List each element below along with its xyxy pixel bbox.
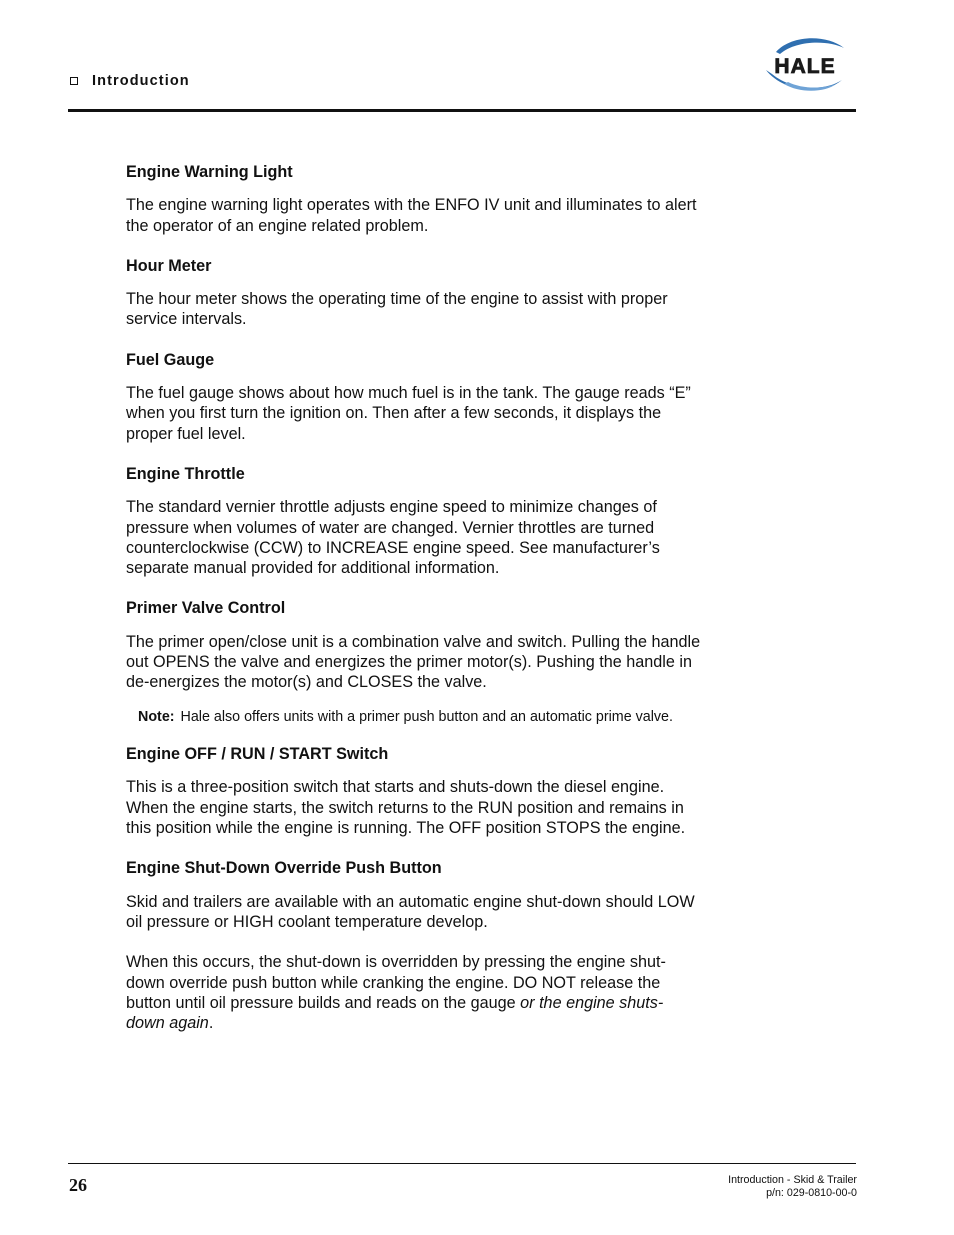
section-paragraph: The engine warning light operates with the ENFO IV unit and illuminates to alert the operator of an engine related problem. (126, 196, 697, 235)
header-rule (68, 109, 856, 112)
section-heading: Engine OFF / RUN / START Switch (126, 745, 389, 764)
section-paragraph: The primer open/close unit is a combination valve and switch. Pulling the handle out OPENS the valve and energizes the primer motor(s). Pushing the handle in de-energizes the motor(s) and CLOSES the valve. (126, 632, 701, 692)
section-heading: Engine Shut-Down Override Push Button (126, 859, 442, 878)
header-section-title: Introduction (92, 73, 190, 89)
footer-title: Introduction - Skid & Trailer (728, 1174, 857, 1186)
running-header (70, 73, 190, 89)
section-paragraph-final (126, 952, 701, 1033)
section-paragraph: Skid and trailers are available with an automatic engine shut-down should LOW oil pressure or HIGH coolant temperature develop. (126, 892, 695, 931)
section-heading: Hour Meter (126, 256, 212, 275)
section-paragraph: The fuel gauge shows about how much fuel is in the tank. The gauge reads “E” when you first turn the ignition on. Then after a few seconds, it displays the proper fuel level. (126, 384, 691, 443)
logo-swoosh-top (776, 38, 844, 54)
section-heading: Engine Throttle (126, 464, 245, 483)
logo-text: HALE (774, 55, 836, 78)
section-paragraph: This is a three-position switch that starts and shuts-down the diesel engine. When the engine starts, the switch returns to the RUN position and remains in this position while the engine is running. The OFF position STOPS the engine. (126, 778, 686, 838)
note-label: Note: (138, 708, 175, 725)
note-text: Hale also offers units with a primer push button and an automatic prime valve. (180, 708, 673, 725)
checkbox-bullet-icon (70, 77, 78, 85)
final-paragraph-italic: or the engine shuts-down again (126, 993, 664, 1033)
footer-info (728, 1174, 857, 1200)
section-heading: Fuel Gauge (126, 350, 215, 369)
section-heading: Engine Warning Light (126, 163, 293, 181)
hale-logo (756, 32, 854, 98)
page-number: 26 (69, 1175, 87, 1195)
footer-part-number: p/n: 029-0810-00-0 (766, 1187, 857, 1199)
final-paragraph-text: When this occurs, the shut-down is overridden by pressing the engine shut-down override push button while cranking the engine. DO NOT release the button until oil pressure builds and reads on the gauge (126, 953, 666, 1012)
main-content (126, 162, 701, 1053)
note-block (138, 708, 701, 727)
section-paragraph: The standard vernier throttle adjusts engine speed to minimize changes of pressure when volumes of water are changed. Vernier throttles are turned counterclockwise (CCW) to INCREASE engine speed. See manufacturer’s separate manual provided for additional information. (126, 498, 660, 578)
footer-rule (68, 1163, 856, 1164)
logo-swoosh-inner (784, 82, 836, 91)
section-paragraph: The hour meter shows the operating time of the engine to assist with proper service intervals. (126, 290, 668, 329)
final-paragraph-end: . (208, 1014, 214, 1033)
section-heading: Primer Valve Control (126, 599, 286, 618)
